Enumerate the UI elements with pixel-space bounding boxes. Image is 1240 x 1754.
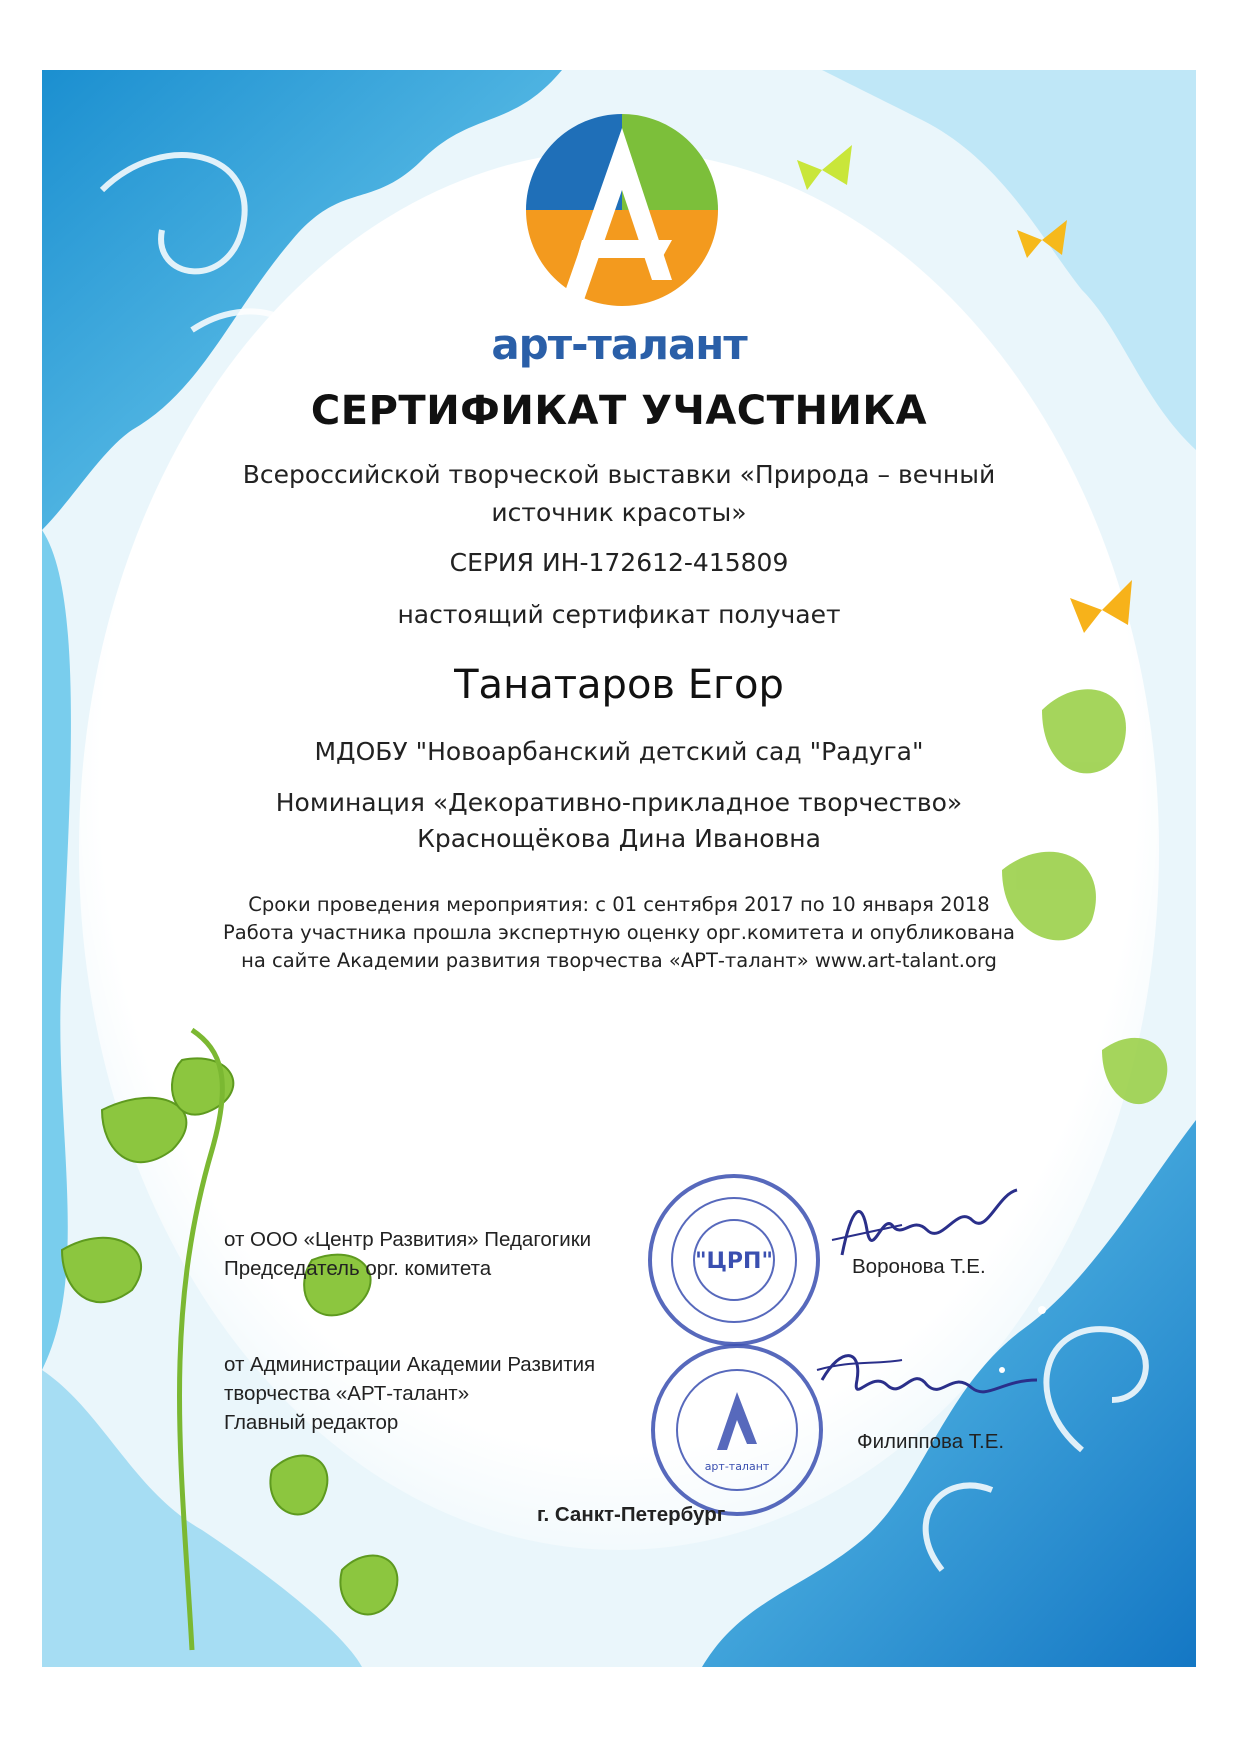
crp-stamp bbox=[644, 1170, 824, 1350]
certificate-sheet bbox=[42, 70, 1196, 1667]
teacher-name: Краснощёкова Дина Ивановна bbox=[417, 824, 821, 853]
signatory-2-name: Филиппова Т.Е. bbox=[857, 1430, 1005, 1453]
recipient-name: Танатаров Егор bbox=[454, 662, 784, 708]
exhibition-subtitle: Всероссийской творческой выставки «Природа – вечный источник красоты» bbox=[242, 460, 996, 527]
signatory-block-2 bbox=[224, 1350, 595, 1437]
signatory-1-name: Воронова Т.Е. bbox=[852, 1255, 986, 1278]
stamp-crp-text: "ЦРП" bbox=[695, 1249, 773, 1274]
receives-text: настоящий сертификат получает bbox=[397, 600, 841, 629]
art-talant-logo bbox=[522, 110, 722, 310]
publication-site: на сайте Академии развития творчества «АРТ-талант» www.art-talant.org bbox=[241, 949, 997, 972]
signatory-2-line2: творчества «АРТ-талант» bbox=[224, 1382, 470, 1405]
signatory-block-1 bbox=[224, 1225, 591, 1283]
signature-filippova bbox=[812, 1340, 1042, 1420]
certificate-title: СЕРТИФИКАТ УЧАСТНИКА bbox=[310, 388, 928, 434]
signatory-2-line1: от Администрации Академии Развития bbox=[224, 1353, 596, 1376]
city: г. Санкт-Петербург bbox=[537, 1503, 726, 1526]
brand-name: арт-талант bbox=[491, 320, 747, 369]
organization: МДОБУ "Новоарбанский детский сад "Радуга" bbox=[314, 737, 924, 766]
signatory-2-line3: Главный редактор bbox=[224, 1411, 399, 1434]
series-number: СЕРИЯ ИН-172612-415809 bbox=[449, 548, 789, 577]
art-talant-stamp bbox=[647, 1340, 827, 1520]
signatory-1-line2: Председатель орг. комитета bbox=[224, 1257, 492, 1280]
signatory-1-line1: от ООО «Центр Развития» Педагогики bbox=[224, 1228, 592, 1251]
nomination: Номинация «Декоративно-прикладное творчество» bbox=[275, 788, 963, 817]
event-dates: Сроки проведения мероприятия: с 01 сентября 2017 по 10 января 2018 bbox=[248, 893, 990, 916]
review-note: Работа участника прошла экспертную оценку орг.комитета и опубликована bbox=[223, 921, 1015, 944]
stamp-art-text: арт-талант bbox=[704, 1460, 770, 1473]
